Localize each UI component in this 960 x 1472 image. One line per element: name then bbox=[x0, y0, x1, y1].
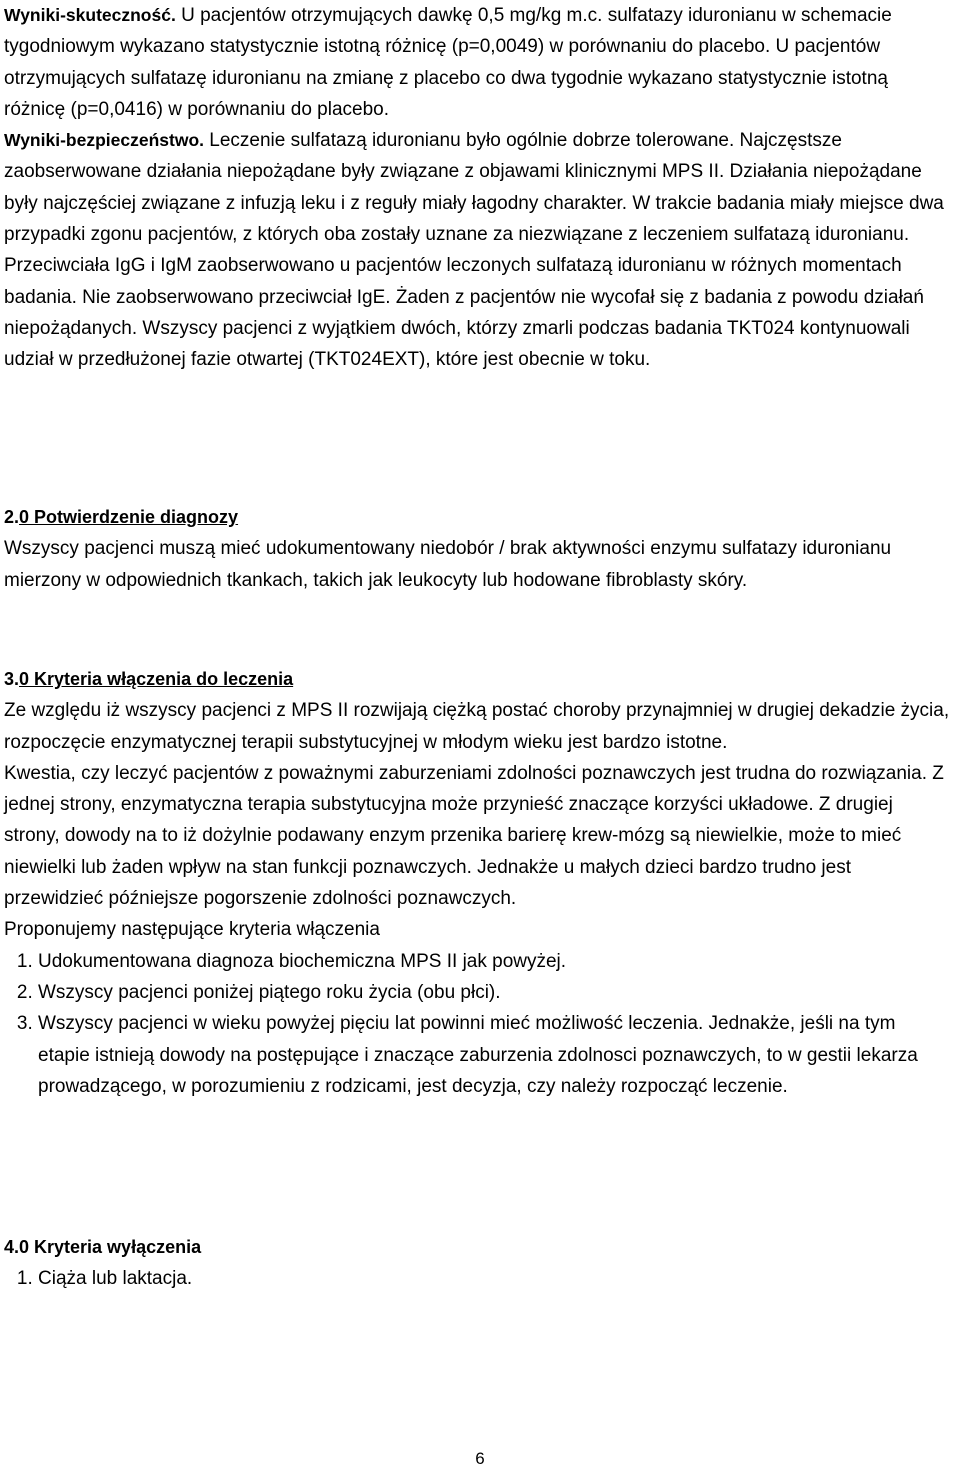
section-3 bbox=[4, 664, 952, 1102]
section-2 bbox=[4, 502, 952, 596]
results-safety-label: Wyniki-bezpieczeństwo. bbox=[4, 130, 204, 151]
exclusion-criteria-list bbox=[4, 1263, 952, 1294]
section-3-heading bbox=[4, 664, 952, 695]
section-3-paragraph-1: Ze względu iż wszyscy pacjenci z MPS II rozwijają ciężką postać choroby przynajmniej w drugiej dekadzie życia, rozpoczęcie enzymatycznej terapii substytucyjnej w młodym wieku jest bardzo istotne. bbox=[4, 700, 950, 753]
results-efficacy-label: Wyniki-skuteczność. bbox=[4, 5, 176, 25]
section-2-number: 2. bbox=[4, 507, 20, 527]
section-3-number: 3. bbox=[4, 669, 20, 689]
section-2-title: 0 Potwierdzenie diagnozy bbox=[19, 507, 239, 527]
results-block bbox=[4, 0, 952, 376]
list-item: 2. Wszyscy pacjenci poniżej piątego roku życia (obu płci). bbox=[38, 977, 952, 1008]
list-item: 1. Udokumentowana diagnoza biochemiczna MPS II jak powyżej. bbox=[38, 946, 952, 977]
list-item: 3. Wszyscy pacjenci w wieku powyżej pięciu lat powinni mieć możliwość leczenia. Jednakże, jeśli na tym etapie istnieją dowody na postępujące i znaczące zaburzenia zdolnosci poznawczych, to w gestii lekarza prowadzącego, w porozumieniu z rodzicami, jest decyzja, czy należy rozpocząć leczenie. bbox=[38, 1008, 952, 1102]
results-safety-paragraph bbox=[4, 125, 952, 375]
inclusion-criteria-list bbox=[4, 946, 952, 1102]
section-2-paragraph: Wszyscy pacjenci muszą mieć udokumentowany niedobór / brak aktywności enzymu sulfatazy iduronianu mierzony w odpowiednich tkankach, takich jak leukocyty lub hodowane fibroblasty skóry. bbox=[4, 538, 892, 591]
section-3-list-intro: Proponujemy następujące kryteria włączenia bbox=[4, 919, 380, 941]
page-number: 6 bbox=[475, 1449, 485, 1468]
results-efficacy-paragraph bbox=[4, 0, 952, 125]
section-3-paragraph-2: Kwestia, czy leczyć pacjentów z poważnymi zaburzeniami zdolności poznawczych jest trudna do rozwiązania. Z jednej strony, enzymatyczna terapia substytucyjna może przynieść znaczące korzyści układowe. Z drugiej strony, dowody na to iż dożylnie podawany enzym przenika barierę krew-mózg są niewielkie, może to mieć niewielki lub żaden wpływ na stan funkcji poznawczych. Jednakże u małych dzieci bardzo trudno jest przewidzieć późniejsze pogorszenie zdolności poznawczych. bbox=[4, 762, 944, 910]
results-efficacy-text: U pacjentów otrzymujących dawkę 0,5 mg/kg m.c. sulfatazy iduronianu w schemacie tygodniowym wykazano statystycznie istotną różnicę (p=0,0049) w porównaniu do placebo. U pacjentów otrzymujących sulfatazę iduronianu na zmianę z placebo co dwa tygodnie wykazano statystycznie istotną różnicę (p=0,0416) w porównaniu do placebo. bbox=[4, 5, 892, 120]
section-2-heading bbox=[4, 502, 952, 533]
section-4 bbox=[4, 1232, 952, 1295]
section-3-title: 0 Kryteria włączenia do leczenia bbox=[19, 669, 294, 689]
list-item: 1. Ciąża lub laktacja. bbox=[38, 1263, 952, 1294]
results-safety-text: Leczenie sulfatazą iduronianu było ogólnie dobrze tolerowane. Najczęstsze zaobserwowane działania niepożądane były związane z objawami klinicznymi MPS II. Działania niepożądane były najczęściej związane z infuzją leku i z reguły miały łagodny charakter. W trakcie badania miały miejsce dwa przypadki zgonu pacjentów, z których oba zostały uznane za niezwiązane z leczeniem sulfatazą iduronianu. Przeciwciała IgG i IgM zaobserwowano u pacjentów leczonych sulfatazą iduronianu w różnych momentach badania. Nie zaobserwowano przeciwciał IgE. Żaden z pacjentów nie wycofał się z badania z powodu działań niepożądanych. Wszyscy pacjenci z wyjątkiem dwóch, którzy zmarli podczas badania TKT024 kontynuowali udział w przedłużonej fazie otwartej (TKT024EXT), które jest obecnie w toku. bbox=[4, 130, 944, 371]
section-4-heading: 4.0 Kryteria wyłączenia bbox=[4, 1237, 202, 1257]
